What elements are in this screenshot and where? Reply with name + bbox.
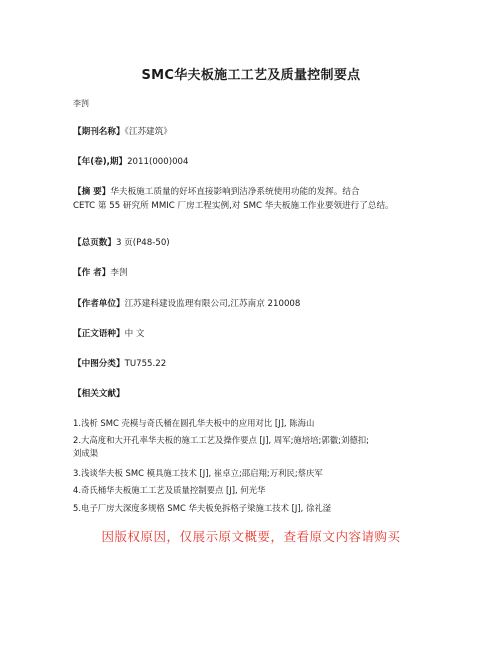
journal-field — [73, 125, 172, 139]
affiliation-field — [73, 297, 300, 311]
authors-value: 李剀 — [110, 268, 128, 278]
abstract-line-2: CETC 第 55 研究所 MMIC 厂房工程实例,对 SMC 华夫板施工作业要领进行了总结。 — [73, 201, 394, 211]
language-value: 中 文 — [124, 329, 145, 339]
related-label: 【相关文献】 — [73, 389, 125, 399]
year-issue-label: 【年(卷),期】 — [73, 157, 128, 167]
classification-value: TU755.22 — [124, 359, 167, 369]
reference-4-text: 4.奇氏桶华夫板施工工艺及质量控制要点 [J], 何光华 — [73, 485, 266, 495]
reference-item-5[interactable] — [73, 502, 331, 515]
reference-item-1[interactable] — [73, 417, 314, 430]
reference-item-2[interactable] — [73, 434, 369, 460]
classification-label: 【中图分类】 — [73, 359, 125, 369]
classification-field — [73, 357, 166, 371]
copyright-notice[interactable]: 因版权原因，仅展示原文概要，查看原文内容请购买 — [101, 529, 401, 544]
abstract-line-1: 华夫板施工质量的好坏直接影响到洁净系统使用功能的发挥。结合 — [110, 187, 360, 197]
reference-3-text: 3.浅谈华夫板 SMC 模具施工技术 [J], 崔卓立;邵启翔;万利民;蔡庆军 — [73, 468, 323, 478]
affiliation-label: 【作者单位】 — [73, 299, 125, 309]
reference-1-text: 1.浅析 SMC 壳模与奇氏桶在圆孔华夫板中的应用对比 [J], 陈海山 — [73, 418, 315, 428]
year-issue-value: 2011(000)004 — [127, 157, 189, 167]
authors-field — [73, 266, 128, 280]
reference-5-text: 5.电子厂房大深度多规格 SMC 华夫板免拆格子梁施工技术 [J], 徐礼滏 — [73, 503, 332, 513]
pages-field — [73, 236, 170, 250]
author-line: 李剀 — [73, 99, 89, 108]
reference-2-text: 2.大高度和大开孔率华夫板的施工工艺及操作要点 [J], 周军;施培培;郭徽;刘德扣; — [73, 435, 369, 445]
reference-item-3[interactable] — [73, 467, 323, 480]
year-issue-field — [73, 155, 188, 169]
journal-label: 【期刊名称】 — [73, 127, 125, 137]
reference-item-4[interactable] — [73, 484, 265, 497]
page-title: SMC华夫板施工工艺及质量控制要点 — [141, 68, 361, 83]
pages-value: 3 页(P48-50) — [115, 238, 170, 248]
abstract-field — [73, 185, 394, 213]
reference-2-text-cont: 刘成渠 — [73, 448, 99, 458]
language-field — [73, 327, 145, 341]
language-label: 【正文语种】 — [73, 329, 125, 339]
journal-value: 《江苏建筑》 — [124, 127, 172, 137]
pages-label: 【总页数】 — [73, 238, 116, 248]
authors-label: 【作 者】 — [73, 268, 111, 278]
abstract-label: 【摘 要】 — [73, 187, 111, 197]
affiliation-value: 江苏建科建设监理有限公司,江苏南京 210008 — [124, 299, 301, 309]
related-field — [73, 387, 125, 401]
